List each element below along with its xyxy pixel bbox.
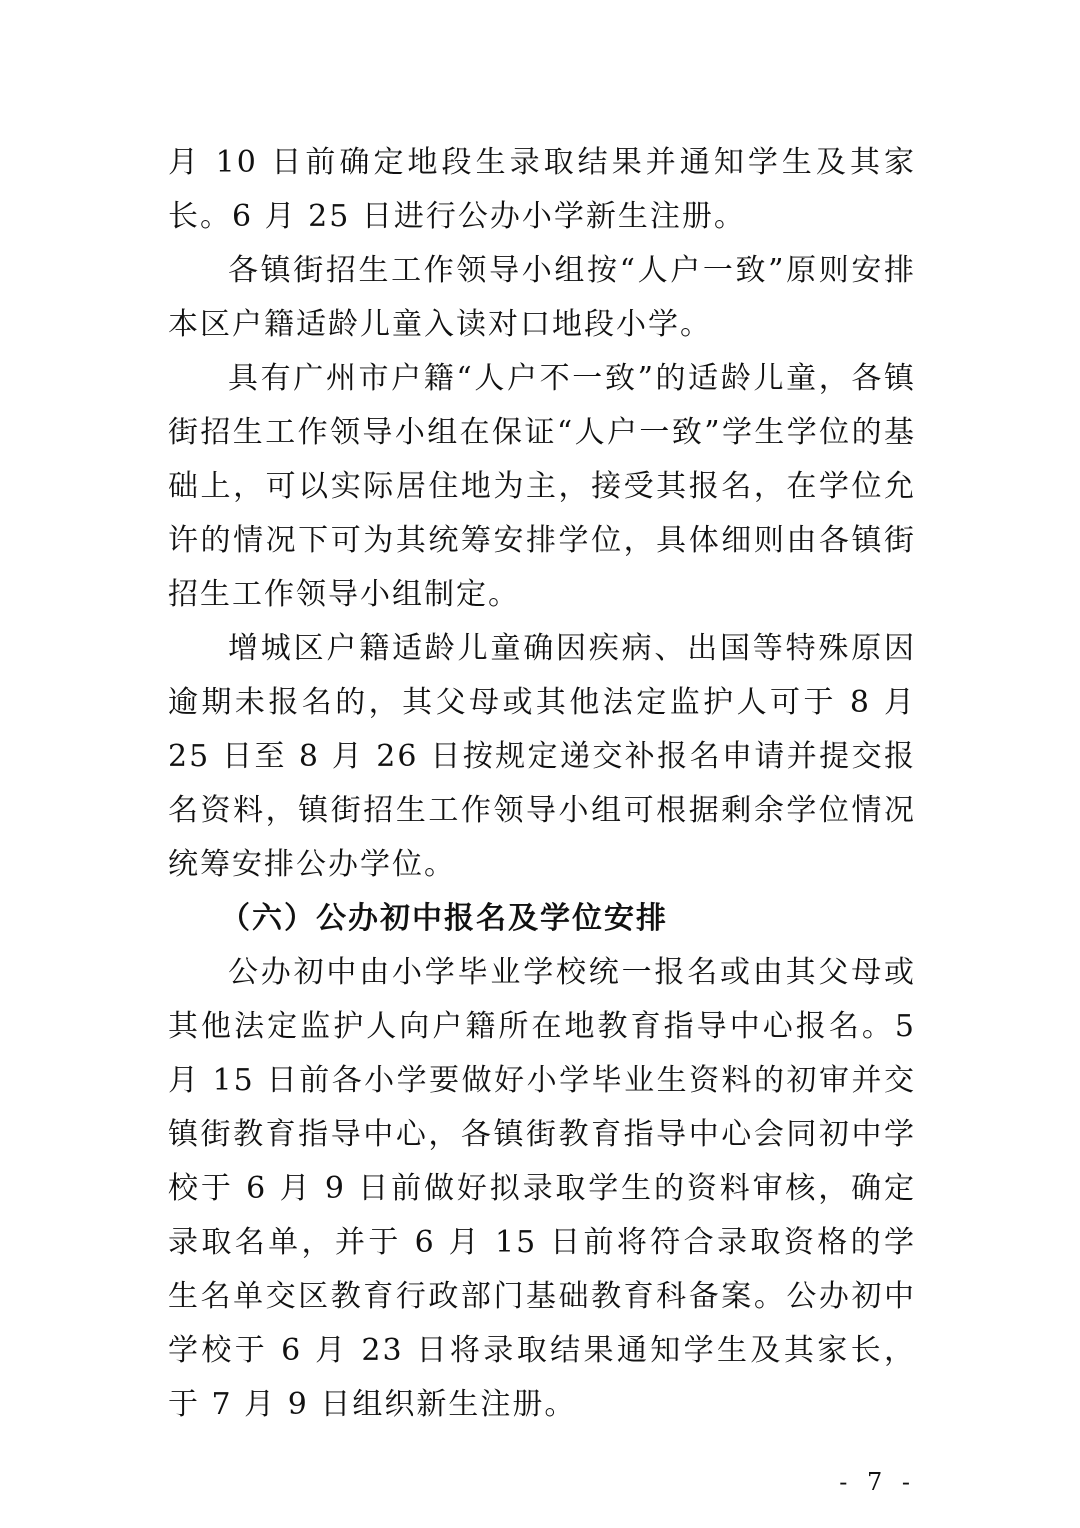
page-number: - 7 - xyxy=(839,1468,916,1496)
paragraph-household-inconsistent: 具有广州市户籍“人户不一致”的适龄儿童，各镇街招生工作领导小组在保证“人户一致”学生学位的基础上，可以实际居住地为主，接受其报名，在学位允许的情况下可为其统筹安排学位，具体细则由各镇街招生工作领导小组制定。 xyxy=(168,361,916,612)
document-body xyxy=(168,136,916,1432)
paragraph-middle-school-admission: 公办初中由小学毕业学校统一报名或由其父母或其他法定监护人向户籍所在地教育指导中心报名。5 月 15 日前各小学要做好小学毕业生资料的初审并交镇街教育指导中心，各镇街教育指导中心会同初中学校于 6 月 9 日前做好拟录取学生的资料审核，确定录取名单，并于 6 月 15 日前将符合录取资格的学生名单交区教育行政部门基础教育科备案。公办初中学校于 6 月 23 日将录取结果通知学生及其家长，于 7 月 9 日组织新生注册。 xyxy=(168,955,916,1422)
section-heading: （六）公办初中报名及学位安排 xyxy=(220,901,668,936)
paragraph-continued: 月 10 日前确定地段生录取结果并通知学生及其家长。6 月 25 日进行公办小学新生注册。 xyxy=(168,145,916,234)
paragraph-household-consistent: 各镇街招生工作领导小组按“人户一致”原则安排本区户籍适龄儿童入读对口地段小学。 xyxy=(168,253,916,342)
paragraph-late-registration: 增城区户籍适龄儿童确因疾病、出国等特殊原因逾期未报名的，其父母或其他法定监护人可于 8 月 25 日至 8 月 26 日按规定递交补报名申请并提交报名资料，镇街招生工作领导小组可根据剩余学位情况统筹安排公办学位。 xyxy=(168,631,916,882)
